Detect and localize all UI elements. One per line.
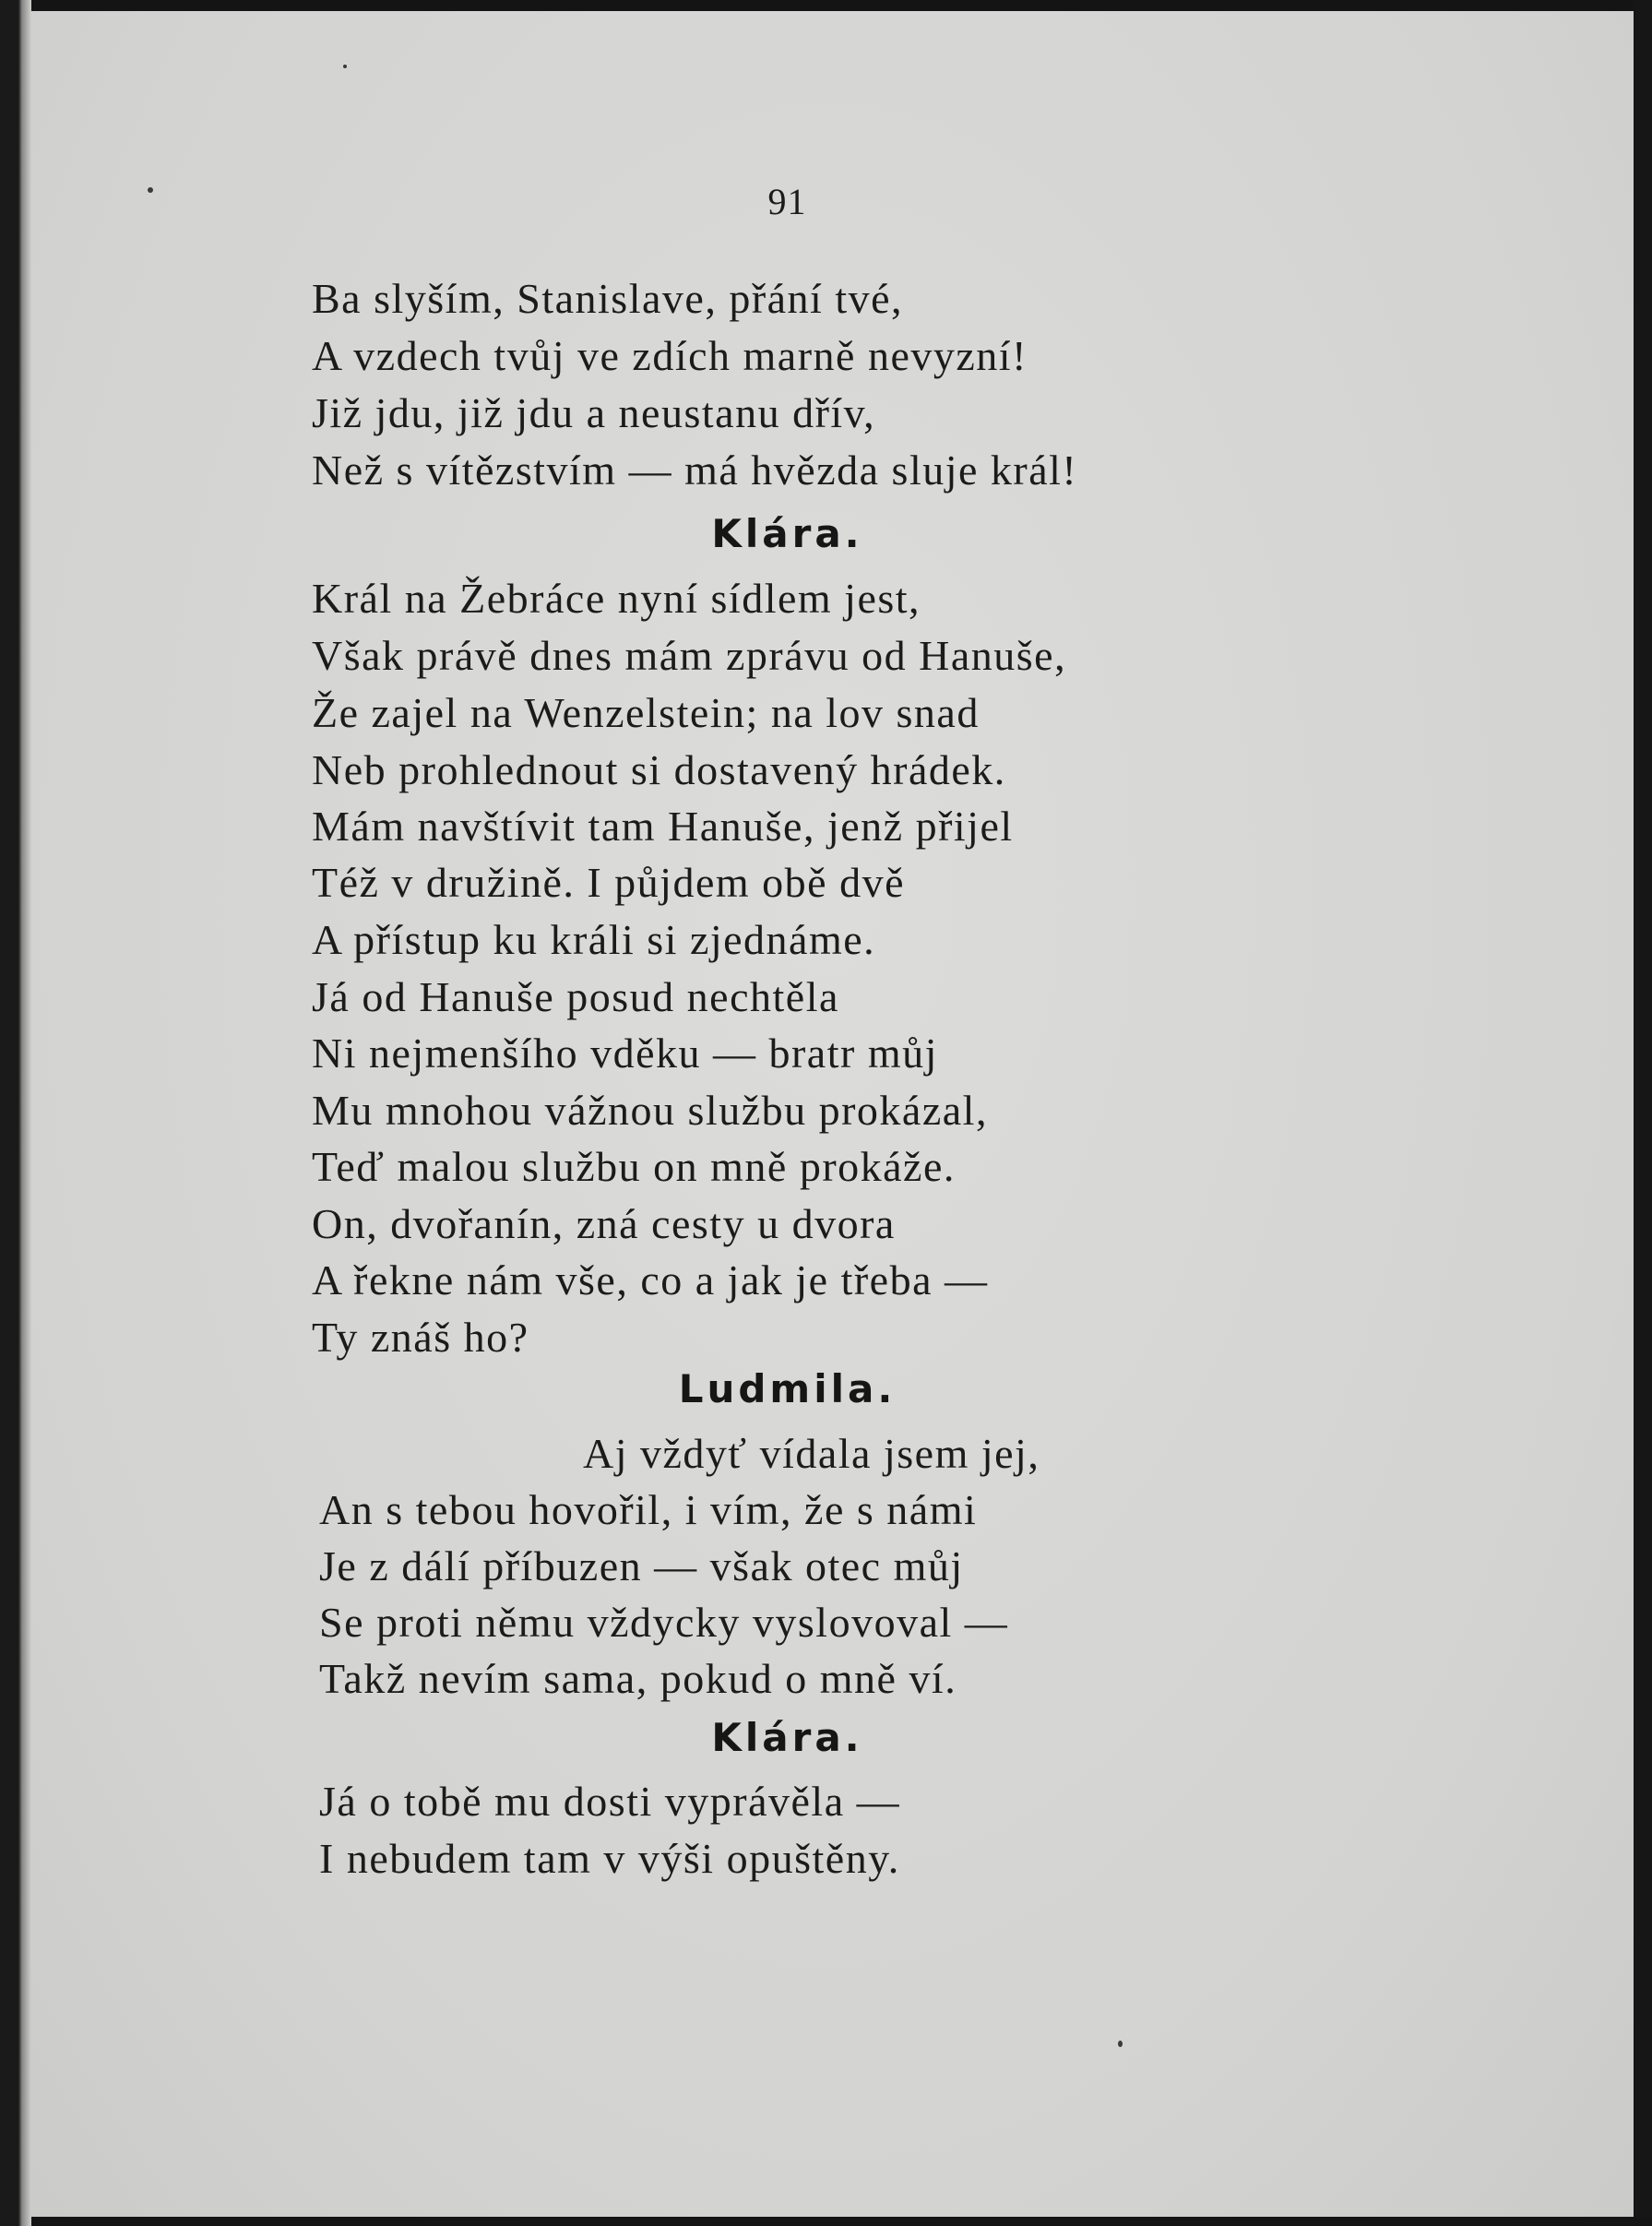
verse-line: Ba slyším, Stanislave, přání tvé,: [312, 275, 904, 322]
page-number: 91: [767, 181, 807, 222]
scan-border-right: [1634, 0, 1652, 2226]
verse-line: Mám navštívit tam Hanuše, jenž přijel: [312, 803, 1014, 850]
verse-line: Je z dálí příbuzen — však otec můj: [319, 1542, 964, 1589]
verse-line: Neb prohlednout si dostavený hrádek.: [312, 746, 1006, 793]
verse-line: Aj vždyť vídala jsem jej,: [583, 1430, 1040, 1477]
scan-border-bottom: [0, 2217, 1652, 2226]
verse-line: Již jdu, již jdu a neustanu dřív,: [312, 389, 876, 436]
verse-line: Teď malou službu on mně prokáže.: [312, 1143, 956, 1190]
verse-line: Takž nevím sama, pokud o mně ví.: [319, 1655, 957, 1702]
speaker-name: Klára.: [711, 511, 863, 556]
verse-line: On, dvořanín, zná cesty u dvora: [312, 1200, 896, 1247]
verse-line: Já od Hanuše posud nechtěla: [312, 973, 839, 1020]
scan-border-left: [0, 0, 31, 2226]
verse-line: Ty znáš ho?: [312, 1314, 529, 1361]
verse-line: A vzdech tvůj ve zdích marně nevyzní!: [312, 332, 1028, 379]
verse-line: Mu mnohou vážnou službu prokázal,: [312, 1087, 988, 1134]
verse-line: A řekne nám vše, co a jak je třeba —: [312, 1256, 989, 1303]
verse-line: Ni nejmenšího vděku — bratr můj: [312, 1030, 938, 1077]
verse-line: Než s vítězstvím — má hvězda sluje král!: [312, 446, 1078, 494]
speaker-name: Ludmila.: [678, 1366, 897, 1411]
verse-line: Já o tobě mu dosti vyprávěla —: [319, 1778, 901, 1825]
scan-border-top: [0, 0, 1652, 11]
paper-speck: [343, 65, 347, 68]
verse-line: Však právě dnes mám zprávu od Hanuše,: [312, 632, 1067, 679]
verse-line: Král na Žebráce nyní sídlem jest,: [312, 575, 921, 622]
verse-line: Též v družině. I půjdem obě dvě: [312, 859, 905, 906]
paper-speck: [1118, 2041, 1123, 2047]
verse-line: Že zajel na Wenzelstein; na lov snad: [312, 689, 980, 736]
speaker-name: Klára.: [711, 1715, 863, 1760]
verse-line: Se proti němu vždycky vyslovoval —: [319, 1599, 1009, 1646]
verse-line: A přístup ku králi si zjednáme.: [312, 916, 876, 963]
verse-line: I nebudem tam v výši opuštěny.: [319, 1835, 900, 1882]
verse-line: An s tebou hovořil, i vím, že s námi: [319, 1486, 978, 1533]
